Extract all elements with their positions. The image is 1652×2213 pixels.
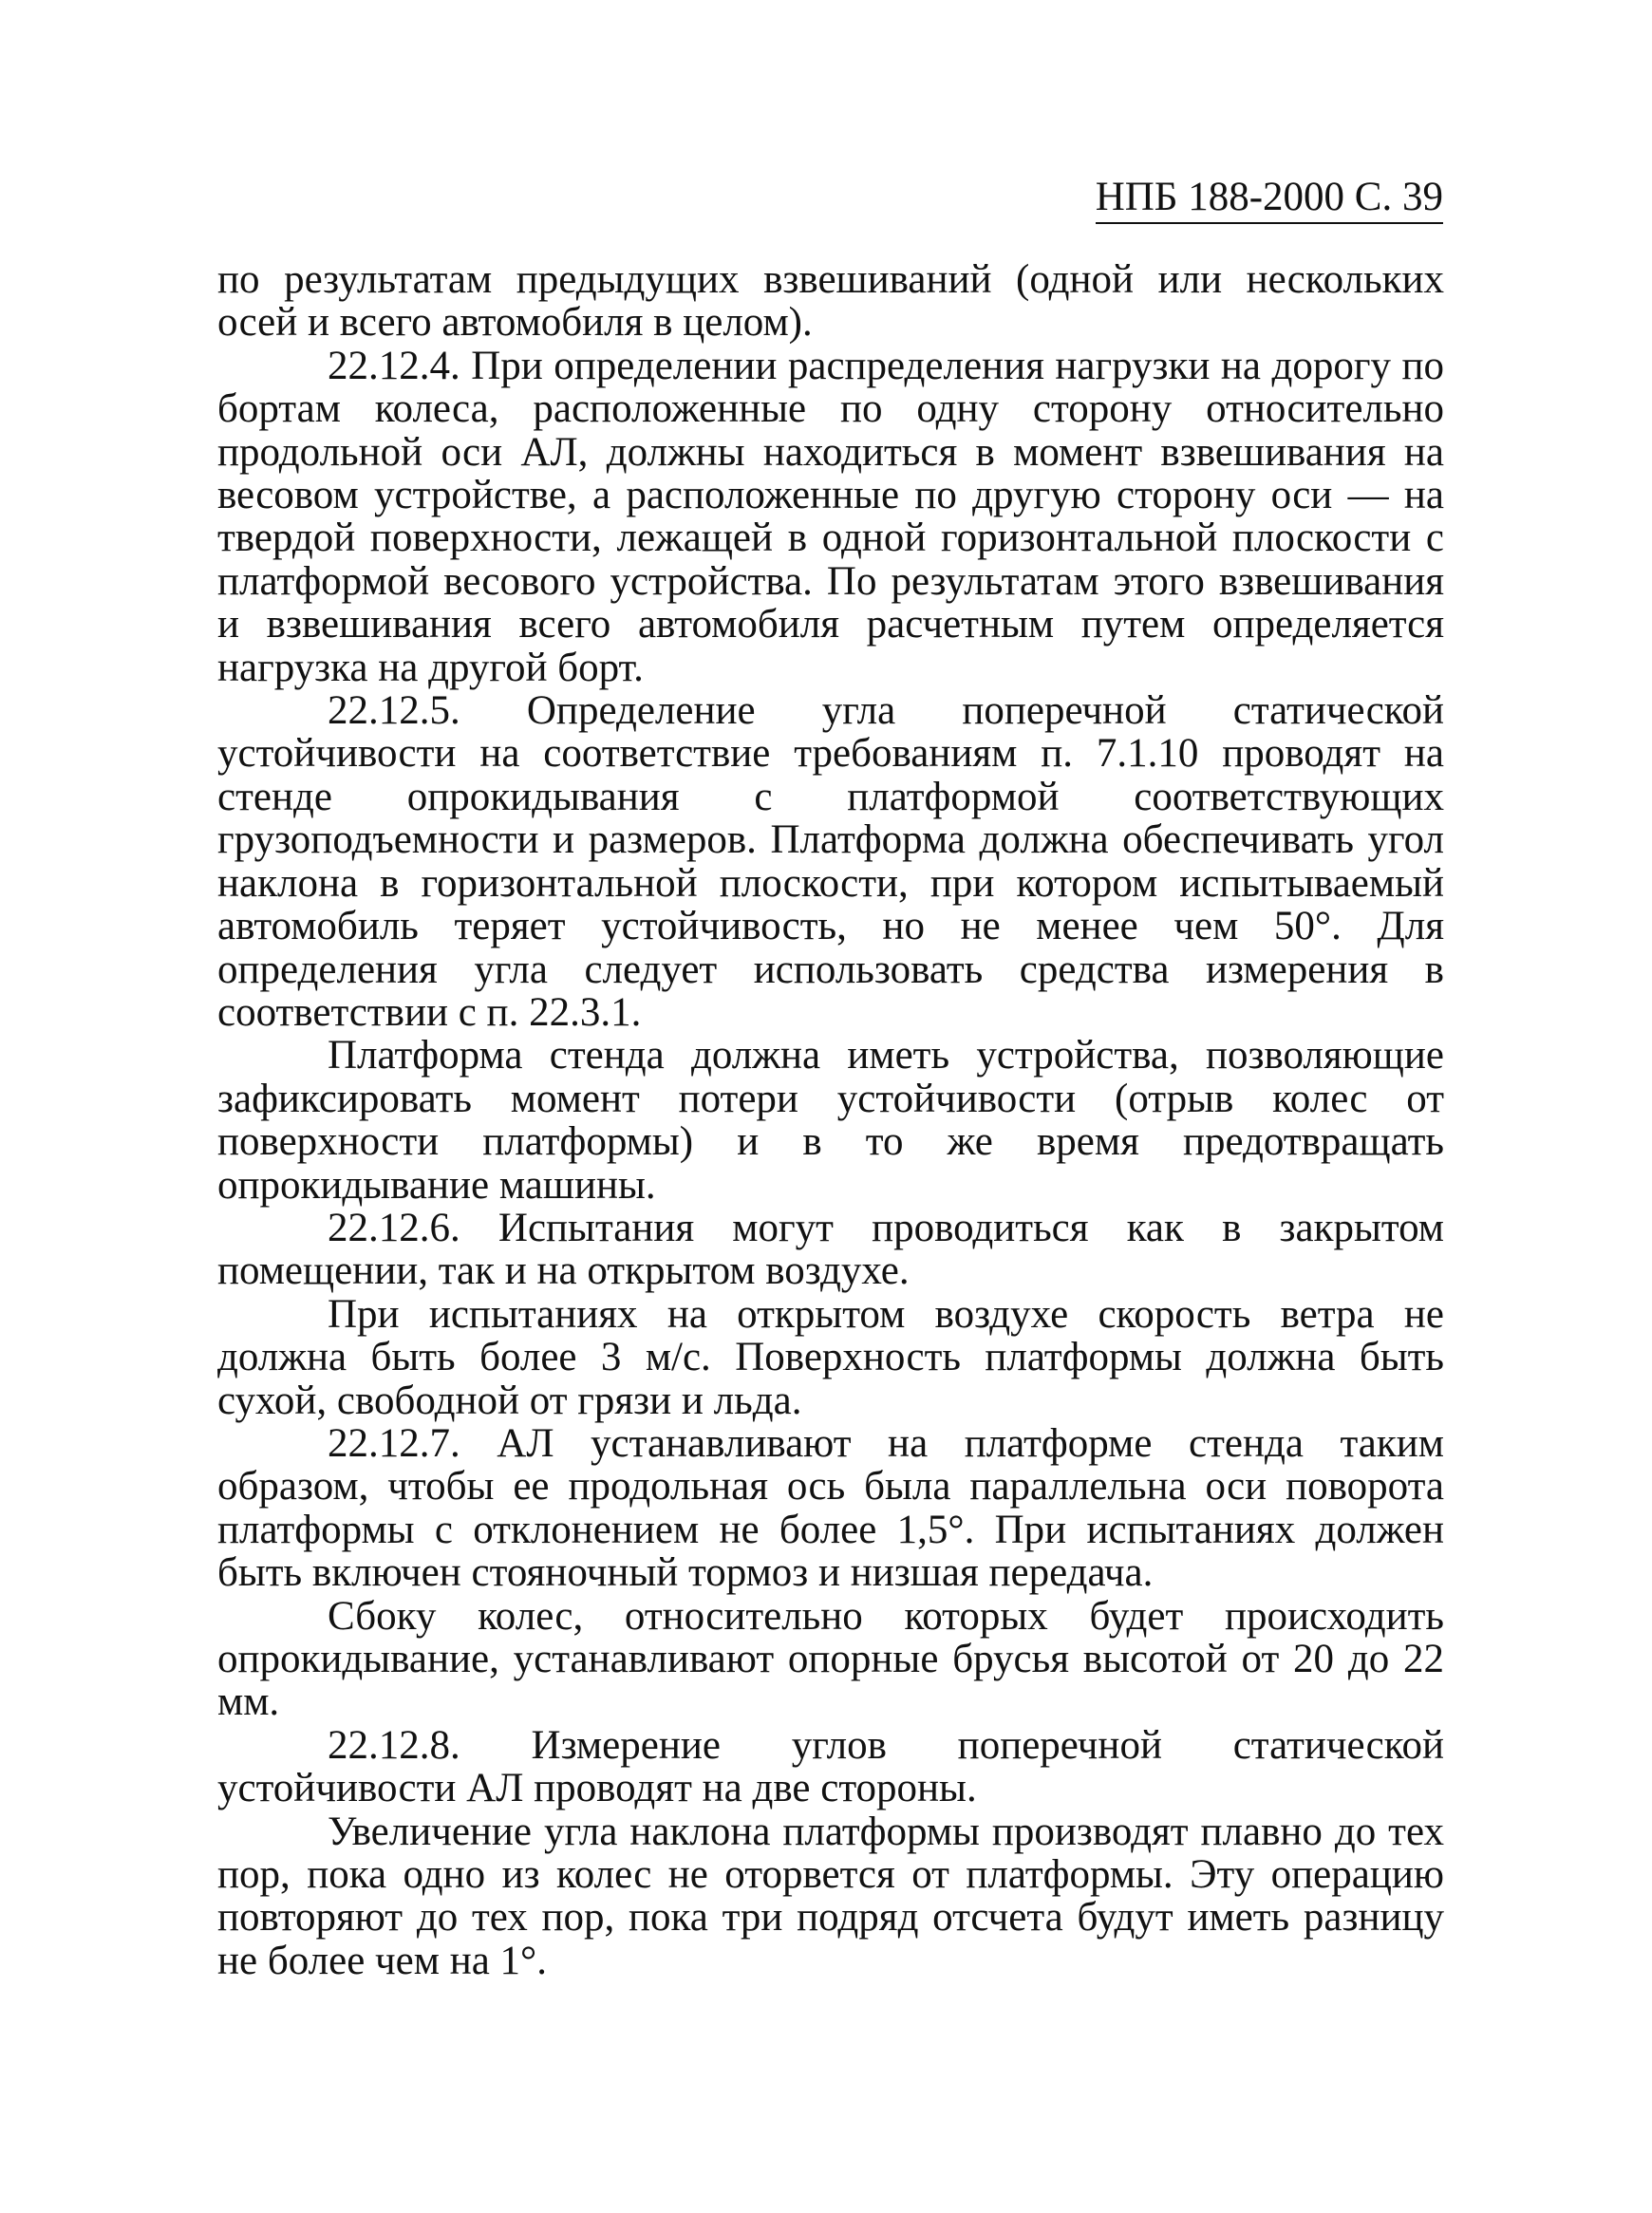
body-text: [217, 258, 1444, 1982]
paragraph-support-bars: Сбоку колес, относительно которых будет происходить опрокидывание, устанавливают опорные брусья высотой от 20 до 22 мм.: [217, 1593, 1444, 1725]
paragraph-22-12-5: 22.12.5. Определение угла поперечной статической устойчивости на соответствие требованиям п. 7.1.10 проводят на стенде опрокидывания с платформой соответствующих грузоподъемности и размеров. Платформа должна обеспечивать угол наклона в горизонтальной плоскости, при котором испытываемый автомобиль теряет устойчивость, но не менее чем 50°. Для определения угла следует использовать средства измерения в соответствии с п. 22.3.1.: [217, 688, 1444, 1035]
paragraph-22-12-7: 22.12.7. АЛ устанавливают на платформе стенда таким образом, чтобы ее продольная ось была параллельна оси поворота платформы с отклонением не более 1,5°. При испытаниях должен быть включен стояночный тормоз и низшая передача.: [217, 1420, 1444, 1596]
paragraph-platform-devices: Платформа стенда должна иметь устройства, позволяющие зафиксировать момент потери устойчивости (отрыв колес от поверхности платформы) и в то же время предотвращать опрокидывание машины.: [217, 1033, 1444, 1208]
paragraph-22-12-6: 22.12.6. Испытания могут проводиться как в закрытом помещении, так и на открытом воздухе.: [217, 1205, 1444, 1294]
running-header: НПБ 188-2000 С. 39: [1096, 175, 1443, 224]
paragraph-22-12-4: 22.12.4. При определении распределения нагрузки на дорогу по бортам колеса, расположенные по одну сторону относительно продольной оси АЛ, должны находиться в момент взвешивания на весовом устройстве, а расположенные по другую сторону оси — на твердой поверхности, лежащей в одной горизонтальной плоскости с платформой весового устройства. По результатам этого взвешивания и взвешивания всего автомобиля расчетным путем определяется нагрузка на другой борт.: [217, 343, 1444, 690]
paragraph-continuation: по результатам предыдущих взвешиваний (одной или нескольких осей и всего автомобиля в целом).: [217, 257, 1444, 346]
paragraph-tilt-increase: Увеличение угла наклона платформы производят плавно до тех пор, пока одно из колес не оторвется от платформы. Эту операцию повторяют до тех пор, пока три подряд отсчета будут иметь разницу не более чем на 1°.: [217, 1809, 1444, 1983]
paragraph-wind-speed: При испытаниях на открытом воздухе скорость ветра не должна быть более 3 м/с. Поверхность платформы должна быть сухой, свободной от грязи и льда.: [217, 1291, 1444, 1423]
paragraph-22-12-8: 22.12.8. Измерение углов поперечной статической устойчивости АЛ проводят на две стороны.: [217, 1722, 1444, 1811]
